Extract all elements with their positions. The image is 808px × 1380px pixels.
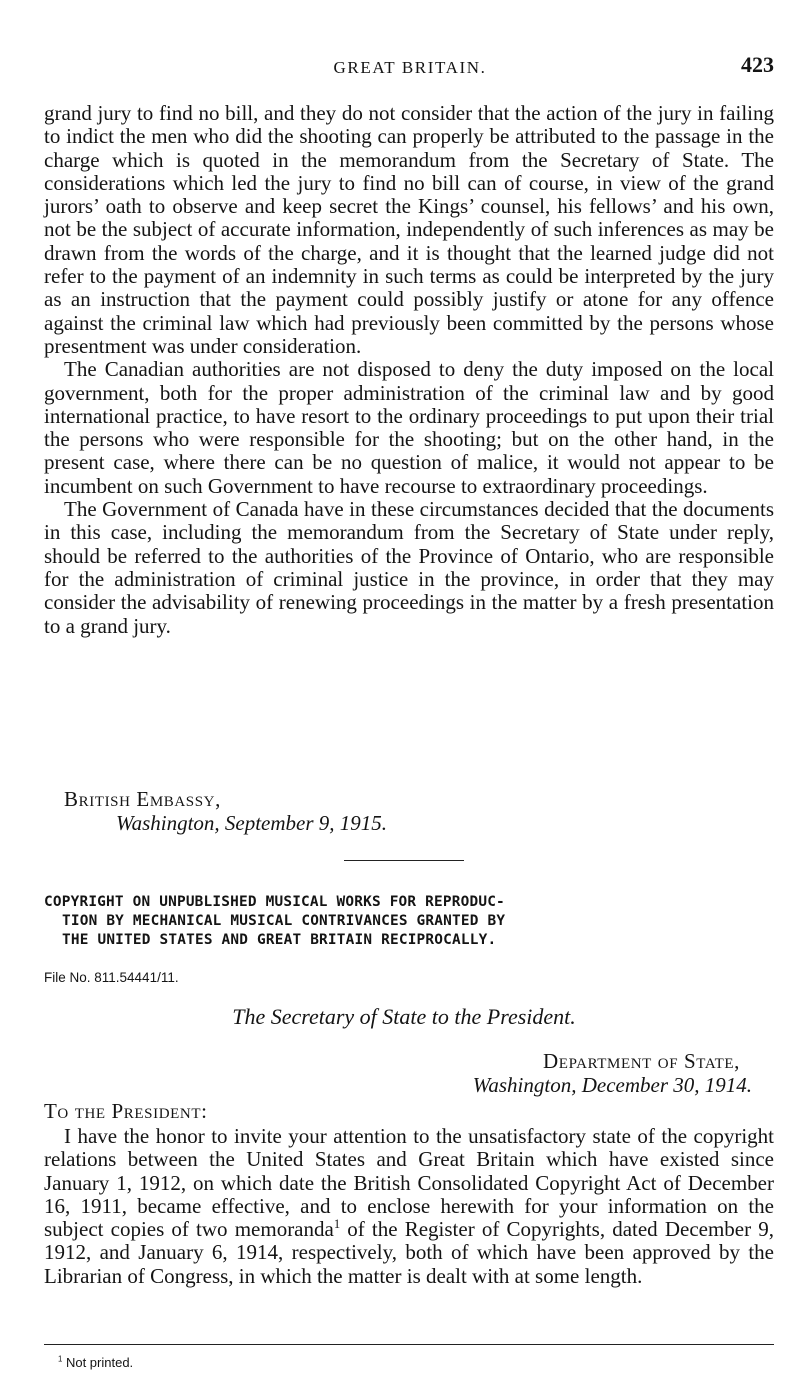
footnote-mark: 1 xyxy=(58,1354,63,1364)
letter-body xyxy=(44,1125,774,1288)
paragraph-text: of the Register of Copyrights, dated December 9, 1912, and January 6, 1914, respectively, both of which have been approved by the Librarian of Congress, in which the matter is dealt with at some length. xyxy=(44,1217,774,1288)
continued-letter-body xyxy=(44,102,774,638)
page-number: 423 xyxy=(741,52,774,77)
place-date: Washington, December 30, 1914. xyxy=(472,1073,752,1097)
paragraph-copyright-relations xyxy=(44,1125,774,1288)
letter-dateline xyxy=(473,1049,752,1097)
footnote-divider xyxy=(44,1344,774,1345)
section-heading xyxy=(44,893,780,950)
department-name: Department of State, xyxy=(543,1049,740,1073)
paragraph-government-of-canada: The Government of Canada have in these circumstances decided that the documents in this case, including the memorandum from the Secretary of State under reply, should be referred to the authorities of the Province of Ontario, who are responsible for the administration of criminal justice in the province, in order that they may consider the advisability of renewing proceedings in the matter by a fresh presentation to a grand jury. xyxy=(44,497,774,638)
running-head xyxy=(44,52,776,80)
section-divider xyxy=(344,860,464,861)
embassy-name: British Embassy, xyxy=(64,787,221,811)
footnote-text: Not printed. xyxy=(65,1355,134,1370)
letter-signoff xyxy=(64,787,387,835)
section-heading-line: COPYRIGHT ON UNPUBLISHED MUSICAL WORKS FOR REPRODUC- xyxy=(44,894,505,910)
section-heading-line: THE UNITED STATES AND GREAT BRITAIN RECIPROCALLY. xyxy=(62,932,497,948)
section-heading-line: TION BY MECHANICAL MUSICAL CONTRIVANCES GRANTED BY xyxy=(62,913,506,929)
footnote-reference: 1 xyxy=(333,1217,341,1232)
letter-title: The Secretary of State to the President. xyxy=(232,1004,576,1029)
paragraph-continuation: grand jury to find no bill, and they do not consider that the action of the jury in failing to indict the men who did the shooting can properly be attributed to the passage in the charge which is quoted in the memorandum from the Secretary of State. The considerations which led the jury to find no bill can of course, in view of the grand jurors’ oath to observe and keep secret the Kings’ counsel, his fellows’ and his own, not be the subject of accurate information, independently of such inferences as may be drawn from the words of the charge, and it is thought that the learned judge did not refer to the payment of an indemnity in such terms as could be interpreted by the jury as an instruction that the payment could possibly justify or atone for any offence against the criminal law which had previously been committed by the persons whose presentment was under consideration. xyxy=(44,101,774,358)
file-number: File No. 811.54441/11. xyxy=(44,970,179,985)
paragraph-text: I have the honor to invite your attention to the unsatisfactory state of the copyright relations between the United States and Great Britain which have existed since January 1, 1912, on which date the British Consolidated Copyright Act of December 16, 1911, became effective, and to enclose herewith for your information on the subject copies of two memoranda xyxy=(44,1124,774,1242)
footnote xyxy=(58,1355,133,1370)
running-title: GREAT BRITAIN. xyxy=(333,58,487,77)
salutation: To the President: xyxy=(44,1099,208,1123)
paragraph-canadian-authorities: The Canadian authorities are not disposed to deny the duty imposed on the local government, both for the proper administration of the criminal law and by good international practice, to have resort to the ordinary proceedings to put upon their trial the persons who were responsible for the shooting; but on the other hand, in the present case, where there can be no question of malice, it would not appear to be incumbent on such Government to have recourse to extraordinary proceedings. xyxy=(44,357,774,498)
embassy-place-date: Washington, September 9, 1915. xyxy=(116,811,388,835)
